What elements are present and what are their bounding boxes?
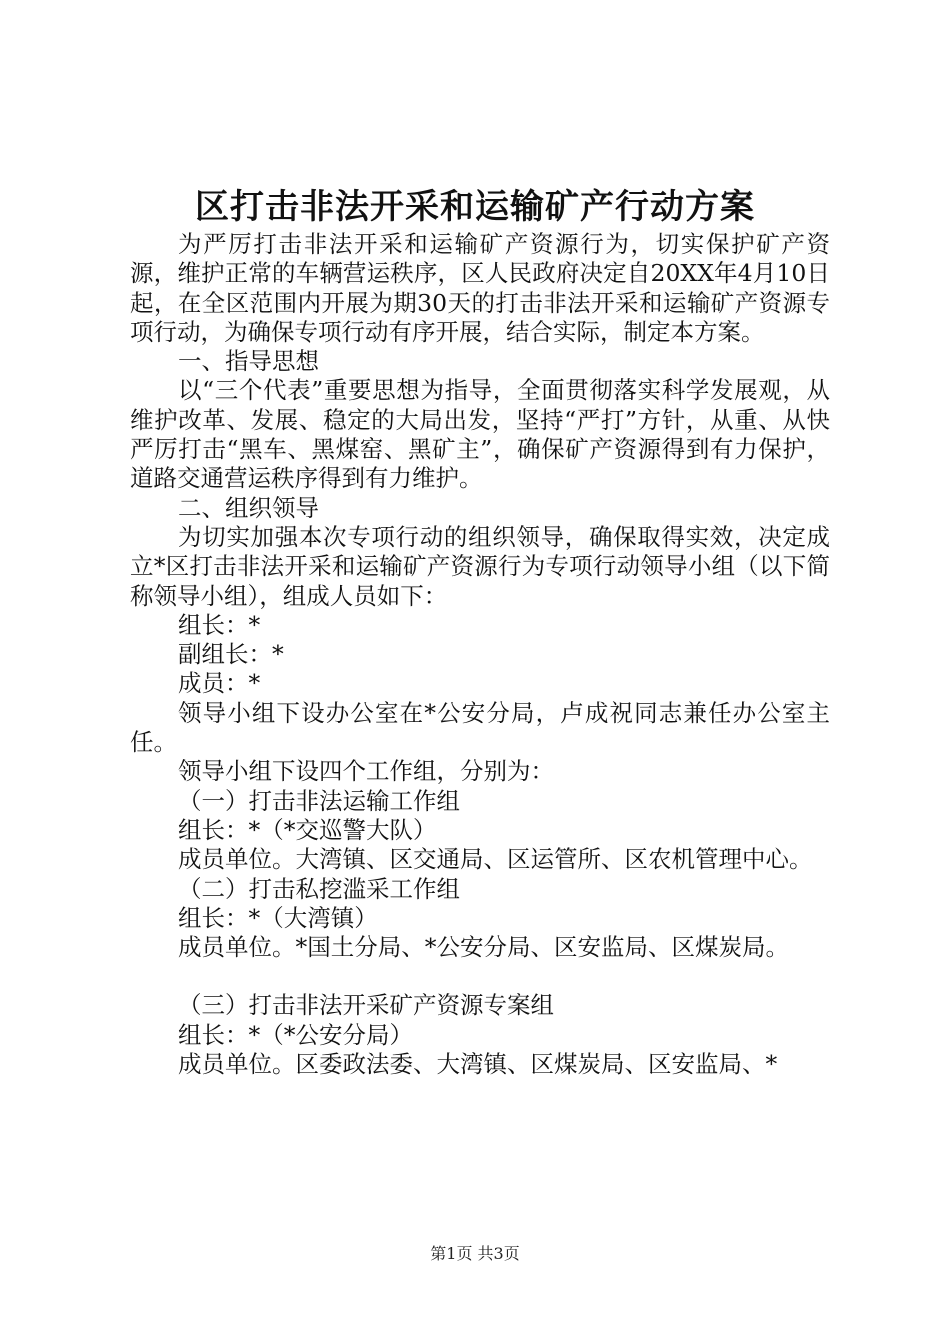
page-footer: 第1页 共3页 [430, 1244, 520, 1263]
section-heading-guiding-ideology: 一、指导思想 [178, 347, 319, 376]
working-group-2-heading: （二）打击私挖滥采工作组 [178, 874, 460, 903]
working-group-3-members: 成员单位。区委政法委、大湾镇、区煤炭局、区安监局、* [178, 1050, 778, 1079]
intro-paragraph: 为严厉打击非法开采和运输矿产资源行为，切实保护矿产资源，维护正常的车辆营运秩序，区人民政府决定自20XX年4月10日起，在全区范围内开展为期30天的打击非法开采和运输矿产资源专项行动，为确保专项行动有序开展，结合实际，制定本方案。 [130, 230, 830, 346]
working-group-3-leader: 组长：*（*公安分局） [178, 1020, 413, 1049]
section-heading-organization: 二、组织领导 [178, 493, 319, 522]
working-group-1-members: 成员单位。大湾镇、区交通局、区运管所、区农机管理中心。 [178, 845, 813, 874]
deputy-leader-line: 副组长：* [178, 640, 284, 669]
document-body [130, 230, 830, 1079]
working-group-2-members: 成员单位。*国土分局、*公安分局、区安监局、区煤炭局。 [178, 933, 789, 962]
working-group-1-leader: 组长：*（*交巡警大队） [178, 815, 437, 844]
working-group-2-leader: 组长：*（大湾镇） [178, 903, 378, 932]
document-title: 区打击非法开采和运输矿产行动方案 [195, 187, 755, 227]
working-groups-intro: 领导小组下设四个工作组，分别为： [178, 757, 554, 786]
office-paragraph: 领导小组下设办公室在*公安分局，卢成祝同志兼任办公室主任。 [130, 698, 830, 757]
working-group-1-heading: （一）打击非法运输工作组 [178, 786, 460, 815]
guiding-ideology-paragraph: 以“三个代表”重要思想为指导，全面贯彻落实科学发展观，从维护改革、发展、稳定的大局出发，坚持“严打”方针，从重、从快严厉打击“黑车、黑煤窑、黑矿主”，确保矿产资源得到有力保护，道路交通营运秩序得到有力维护。 [130, 376, 830, 493]
members-line: 成员：* [178, 669, 261, 698]
organization-paragraph: 为切实加强本次专项行动的组织领导，确保取得实效，决定成立*区打击非法开采和运输矿产资源行为专项行动领导小组（以下简称领导小组），组成人员如下： [130, 522, 830, 610]
working-group-3-heading: （三）打击非法开采矿产资源专案组 [178, 991, 554, 1020]
group-leader-line: 组长：* [178, 610, 261, 639]
